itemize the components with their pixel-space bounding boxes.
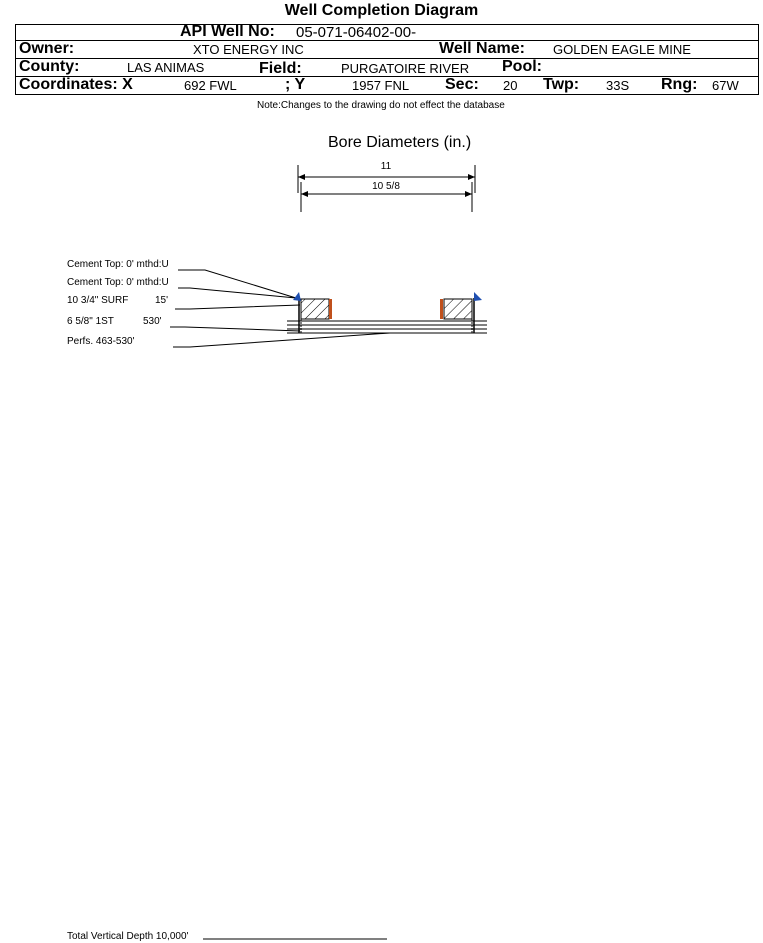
right-cement-block: [444, 299, 472, 319]
county-label: County:: [19, 58, 80, 75]
rng-label: Rng:: [661, 76, 698, 93]
callout-leader-lines: [170, 270, 390, 347]
api-value: 05-071-06402-00-: [296, 24, 417, 41]
coord-x-label: Coordinates: X: [19, 76, 133, 93]
right-cement-top-marker: [474, 292, 482, 301]
perfs-callout: Perfs. 463-530': [67, 336, 135, 347]
api-label: API Well No:: [180, 23, 275, 40]
right-cement-strip: [440, 299, 443, 319]
pool-label: Pool:: [502, 58, 542, 75]
owner-label: Owner:: [19, 40, 75, 57]
left-cement-top-marker: [293, 292, 301, 301]
cement-top-callout-2: Cement Top: 0' mthd:U: [67, 277, 169, 288]
surf-casing-depth: 15': [155, 295, 169, 306]
wellbore: [287, 292, 487, 333]
twp-label: Twp:: [543, 76, 580, 93]
well-name-value: GOLDEN EAGLE MINE: [553, 42, 691, 57]
rng-value: 67W: [712, 78, 739, 93]
left-cement-block: [301, 299, 329, 319]
field-label: Field:: [259, 60, 302, 77]
surf-casing-callout: 10 3/4" SURF: [67, 295, 129, 306]
bore-diameters-title: Bore Diameters (in.): [328, 134, 472, 151]
page-title: Well Completion Diagram: [284, 2, 479, 19]
total-vertical-depth: Total Vertical Depth 10,000': [67, 931, 189, 942]
first-casing-depth: 530': [143, 316, 162, 327]
left-cement-strip: [329, 299, 332, 319]
owner-value: XTO ENERGY INC: [193, 42, 304, 57]
coord-y-value: 1957 FNL: [352, 78, 410, 93]
bore-outer-label: 11: [380, 161, 392, 172]
twp-value: 33S: [606, 78, 630, 93]
well-name-label: Well Name:: [439, 40, 525, 57]
cement-top-callout-1: Cement Top: 0' mthd:U: [67, 259, 169, 270]
first-casing-callout: 6 5/8" 1ST: [67, 316, 114, 327]
field-value: PURGATOIRE RIVER: [341, 61, 470, 76]
sec-label: Sec:: [445, 76, 479, 93]
county-value: LAS ANIMAS: [127, 60, 205, 75]
bore-inner-label: 10 5/8: [372, 181, 400, 192]
database-note: Note:Changes to the drawing do not effect the database: [257, 100, 505, 111]
coord-x-value: 692 FWL: [184, 78, 237, 93]
sec-value: 20: [503, 78, 518, 93]
coord-y-label: ; Y: [285, 76, 306, 93]
